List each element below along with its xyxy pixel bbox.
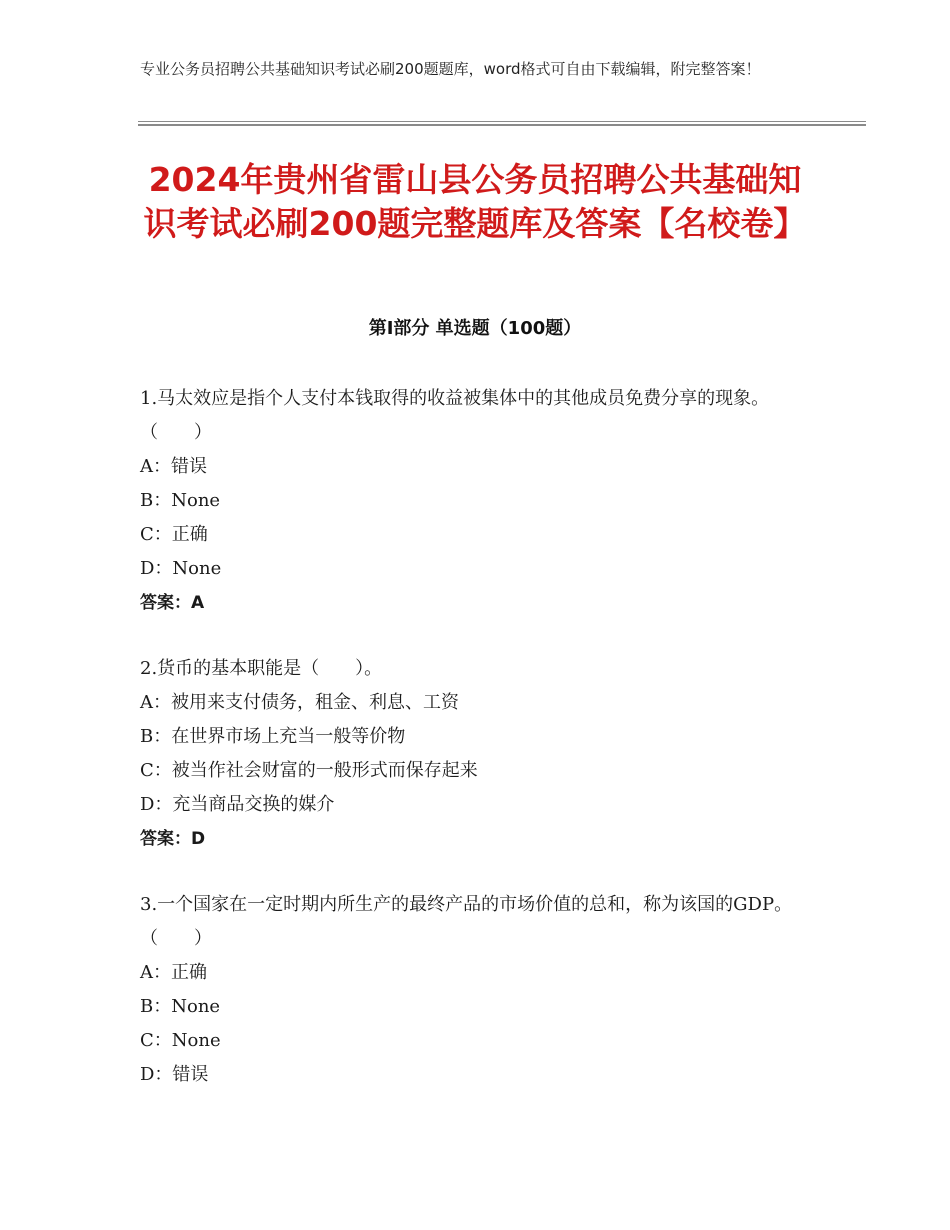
- question-3: [140, 888, 800, 1092]
- option-a: A：正确: [140, 962, 207, 983]
- header-note: 专业公务员招聘公共基础知识考试必刷200题题库，word格式可自由下载编辑，附完整答案！: [140, 60, 761, 78]
- question-stem: 1.马太效应是指个人支付本钱取得的收益被集体中的其他成员免费分享的现象。（ ）: [140, 388, 770, 443]
- question-stem: 2.货币的基本职能是（ ）。: [140, 658, 383, 679]
- document-title: 2024年贵州省雷山县公务员招聘公共基础知识考试必刷200题完整题库及答案【名校卷】: [143, 160, 807, 243]
- question-list: [140, 382, 800, 1124]
- header-rule-thick: [138, 124, 866, 126]
- option-a: A：错误: [140, 456, 207, 477]
- option-b: B：None: [140, 996, 221, 1017]
- header-rule-thin: [138, 121, 866, 122]
- question-stem: 3.一个国家在一定时期内所生产的最终产品的市场价值的总和，称为该国的GDP。（ ）: [140, 894, 793, 949]
- question-1: [140, 382, 800, 620]
- answer: 答案：D: [140, 829, 206, 849]
- option-d: D：None: [140, 558, 222, 579]
- option-c: C：正确: [140, 524, 208, 545]
- option-b: B：在世界市场上充当一般等价物: [140, 726, 406, 747]
- question-2: [140, 652, 800, 856]
- option-c: C：None: [140, 1030, 221, 1051]
- option-b: B：None: [140, 490, 221, 511]
- option-d: D：错误: [140, 1064, 209, 1085]
- option-d: D：充当商品交换的媒介: [140, 794, 335, 815]
- section-title: 第Ⅰ部分 单选题（100题）: [368, 318, 582, 339]
- option-a: A：被用来支付债务，租金、利息、工资: [140, 692, 459, 713]
- option-c: C：被当作社会财富的一般形式而保存起来: [140, 760, 478, 781]
- answer: 答案：A: [140, 593, 205, 613]
